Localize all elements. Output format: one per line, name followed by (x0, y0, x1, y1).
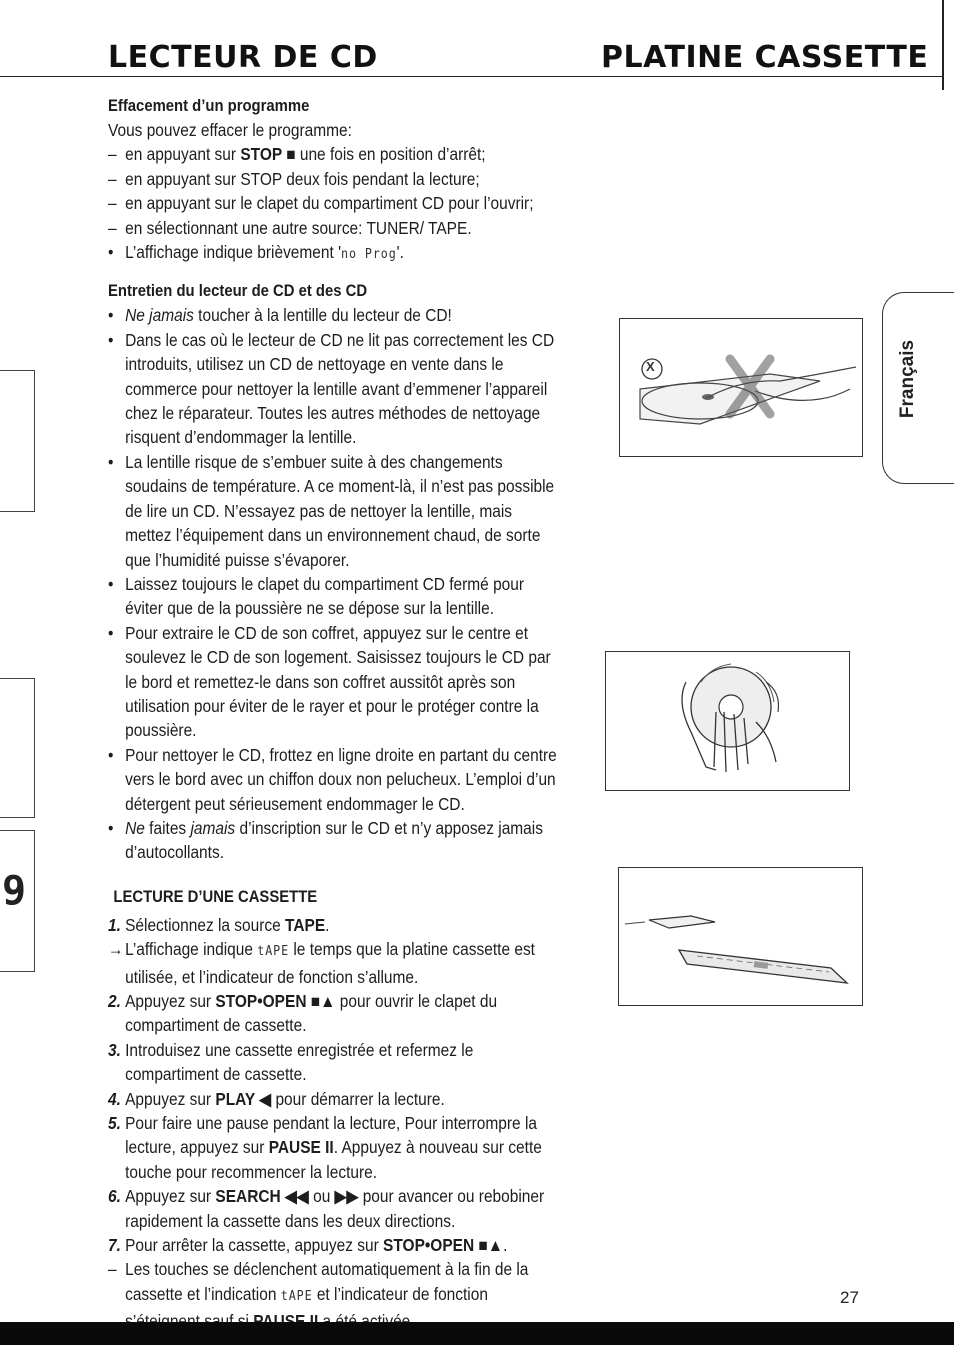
section-heading-cassette: LECTURE D’UNE CASSETTE (113, 887, 318, 906)
list-item: • Ne faites jamais d’inscription sur le CD et n’y apposez jamais d’autocollants. (108, 817, 543, 863)
language-tab-label: Français (897, 339, 918, 419)
list-item: • L’affichage indique brièvement 'no Prog'. (108, 242, 404, 263)
page-title-left: LECTEUR DE CD (108, 40, 378, 75)
list-item: 1. Sélectionnez la source TAPE. (108, 914, 330, 935)
illustration-cassette (618, 867, 863, 1006)
main-content (108, 94, 558, 1334)
list-item: 3. Introduisez une cassette enregistrée et refermez le compartiment de cassette. (108, 1039, 474, 1085)
page-title-right: PLATINE CASSETTE (601, 40, 929, 75)
section-heading-entretien: Entretien du lecteur de CD et des CD (108, 282, 368, 301)
page-number: 27 (840, 1288, 859, 1307)
side-box-upper (0, 370, 35, 512)
list-item: 6. Appuyez sur SEARCH ◀◀ ou ▶▶ pour avancer ou rebobiner rapidement la cassette dans les deux directions. (108, 1186, 545, 1231)
list-item: – en appuyant sur le clapet du compartiment CD pour l’ouvrir; (108, 193, 534, 214)
list-item: 2. Appuyez sur STOP•OPEN ■▲ pour ouvrir le clapet du compartiment de cassette. (108, 991, 498, 1036)
list-item: – en appuyant sur STOP deux fois pendant la lecture; (108, 168, 480, 189)
lens-warning-label: X (646, 359, 655, 374)
section-heading-effacement: Effacement d’un programme (108, 97, 310, 115)
list-item: – Les touches se déclenchent automatiquement à la fin de la cassette et l’indication tAPE et l’indicateur de fonction (108, 1259, 529, 1304)
header-rule (0, 76, 943, 77)
illustration-lens-warning (619, 318, 863, 457)
list-item: 4. Appuyez sur PLAY ◀ pour démarrer la lecture. (108, 1088, 445, 1109)
list-item: • Pour nettoyer le CD, frottez en ligne droite en partant du centre vers le bord avec un chiffon doux non pelucheux. L’emploi d’un détergent peut sérieusement endommager le CD. (108, 744, 557, 814)
list-item: – en appuyant sur STOP ■ une fois en position d’arrêt; (108, 144, 486, 165)
list-item: • Dans le cas où le lecteur de CD ne lit pas correctement les CD introduits, utilisez un CD de nettoyage en vente dans le commerce pour nettoyer la lentille avant d’emmener l’appareil chez le réparateur. Toutes les autres méthodes de nettoyage risquent d’endommager la lentille. (108, 329, 555, 448)
side-box-middle (0, 678, 35, 818)
list-item: 7. Pour arrêter la cassette, appuyez sur STOP•OPEN ■▲. (108, 1235, 508, 1256)
illustration-cd-handling (605, 651, 850, 791)
cd-handling-drawing (606, 652, 849, 790)
lcd-readout: tAPE (257, 944, 290, 960)
lcd-readout: tAPE (280, 1288, 313, 1304)
lcd-readout: no Prog (341, 247, 397, 263)
list-item: • Laissez toujours le clapet du compartiment CD fermé pour éviter que de la poussière ne se dépose sur la lentille. (108, 573, 525, 619)
list-item: • Ne jamais toucher à la lentille du lecteur de CD! (108, 305, 452, 326)
side-digit: 9 (2, 868, 27, 914)
list-item: • Pour extraire le CD de son coffret, appuyez sur le centre et soulevez le CD de son logement. Saisissez toujours le CD par le bord et remettez-le dans son coffret aussitôt après son utilisation pour éviter de le rayer et pour le protéger contre la poussière. (108, 622, 551, 741)
effacement-intro: Vous pouvez effacer le programme: (108, 120, 352, 140)
list-item: 5. Pour faire une pause pendant la lecture, Pour interrompre la lecture, appuyez sur PAUSE II. Appuyez à nouveau sur cette touche pour recommencer la lecture. (108, 1113, 542, 1182)
lens-warning-drawing (620, 319, 862, 456)
list-item: • La lentille risque de s’embuer suite à des changements soudains de température. A ce moment-là, il n’est pas possible de lire un CD. N’essayez pas de nettoyer la lentille, mais mettez l’équipement dans un environnement chaud, de sorte que l’humidité puisse s’évaporer. (108, 451, 555, 570)
bottom-bar (0, 1322, 954, 1345)
cassette-drawing (619, 868, 862, 1005)
page-edge-rule (942, 0, 944, 90)
list-item: → L’affichage indique tAPE le temps que la platine cassette est utilisée, et l’indicateur de fonction s’allume. (108, 939, 535, 987)
list-item: – en sélectionnant une autre source: TUNER/ TAPE. (108, 217, 472, 238)
